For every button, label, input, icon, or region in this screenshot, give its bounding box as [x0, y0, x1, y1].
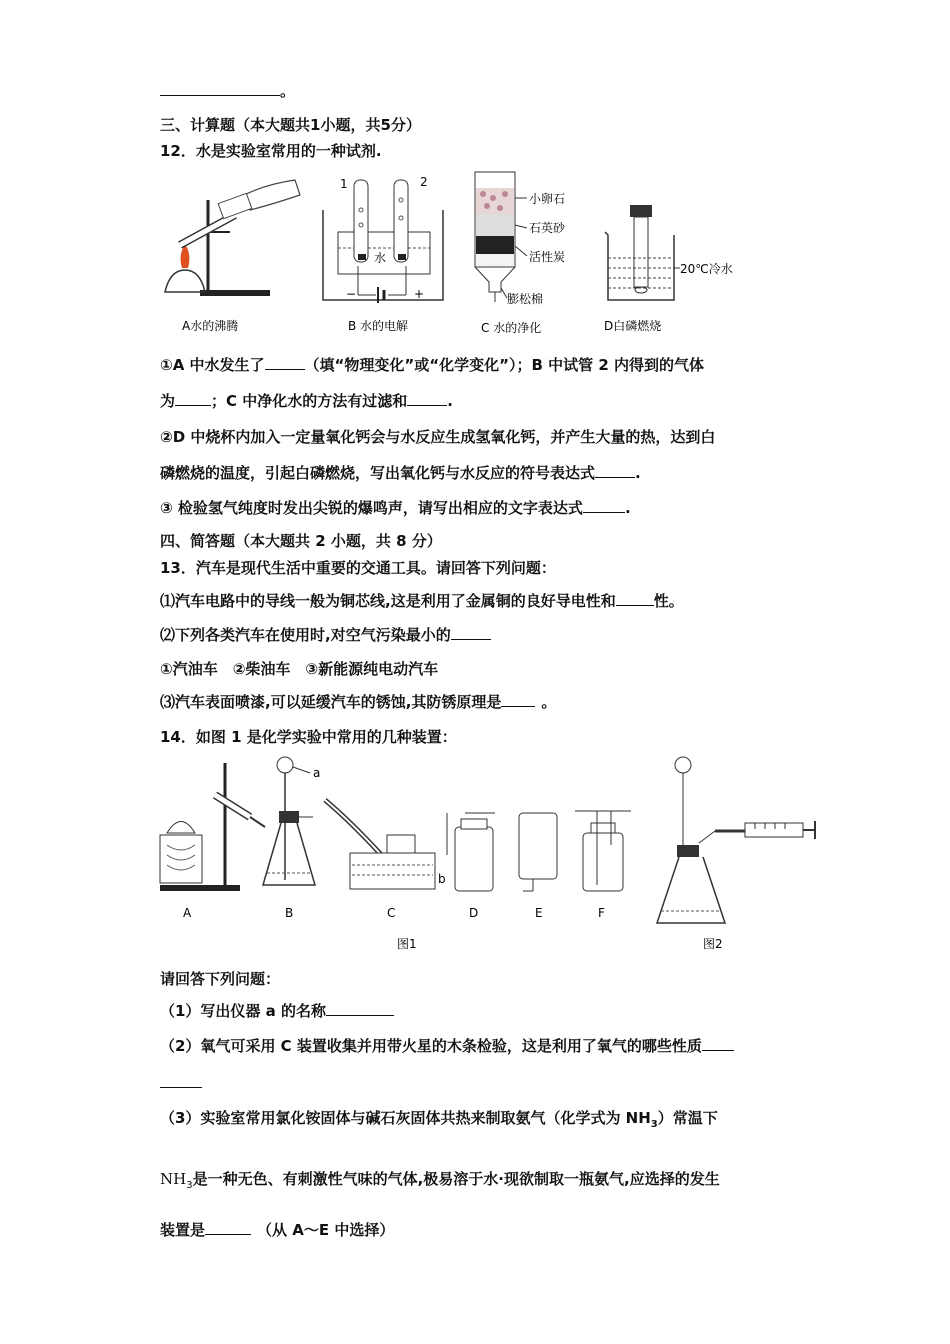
fig-c-caption: C 水的净化 [481, 321, 542, 335]
apparatus-c [325, 800, 435, 920]
apparatus-e [519, 813, 557, 920]
q12-figure-c-purification [465, 170, 600, 345]
q13-sub-3: ⑶汽车表面喷漆,可以延缓汽车的锈蚀,其防锈原理是 。 [160, 693, 557, 711]
answer-blank [501, 692, 535, 707]
label-B: B [285, 906, 294, 920]
fig-b-caption: B 水的电解 [348, 319, 409, 333]
label-D: D [469, 906, 479, 920]
section-3-heading: 三、计算题（本大题共1小题，共5分） [160, 116, 421, 134]
c-label-carbon: 活性炭 [529, 250, 566, 264]
answer-blank [595, 463, 635, 478]
q12-part-2-line-1: ②D 中烧杯内加入一定量氧化钙会与水反应生成氢氧化钙，并产生大量的热，达到白 [160, 428, 716, 446]
answer-blank [702, 1036, 734, 1051]
fig-a-caption: A水的沸腾 [182, 319, 239, 333]
question-14-stem: 14．如图 1 是化学实验中常用的几种装置： [160, 728, 457, 746]
q12-figure-d-phosphorus [600, 170, 740, 345]
q14-prompt: 请回答下列问题： [160, 970, 281, 988]
c-label-sand: 石英砂 [529, 221, 566, 235]
d-label-cold-water: 20℃冷水 [680, 262, 733, 276]
answer-blank [160, 1073, 202, 1088]
answer-blank [616, 591, 654, 606]
apparatus-b [263, 757, 320, 920]
q13-options: ①汽油车 ②柴油车 ③新能源纯电动汽车 [160, 660, 439, 678]
battery-plus-label: + [414, 287, 425, 301]
figure-1-caption: 图1 [397, 937, 417, 951]
answer-blank [583, 498, 625, 513]
label-A: A [183, 906, 192, 920]
answer-blank [175, 391, 211, 406]
apparatus-d [438, 813, 495, 920]
apparatus-a [160, 763, 265, 920]
c-label-pebble: 小卵石 [529, 192, 566, 206]
label-E: E [535, 906, 543, 920]
q14-sub-3-line-1: （3）实验室常用氯化铵固体与碱石灰固体共热来制取氨气（化学式为 $NH_3$）常温下 [160, 1109, 718, 1130]
apparatus-f [575, 811, 631, 920]
q12-part-1-line-2: 为 ；C 中净化水的方法有过滤和 . [160, 392, 453, 410]
q12-part-1-line-1: ①A 中水发生了 （填“物理变化”或“化学变化”）；B 中试管 2 内得到的气体 [160, 356, 705, 374]
top-answer-line: 。 [160, 80, 295, 101]
label-F: F [598, 906, 605, 920]
label-b: b [438, 872, 446, 886]
water-label: 水 [374, 251, 387, 265]
fig-d-caption: D白磷燃烧 [604, 319, 662, 333]
answer-blank [160, 81, 280, 96]
q12-figure-a-boiling [160, 170, 310, 345]
answer-blank [326, 1001, 394, 1016]
answer-blank [451, 625, 491, 640]
tube-2-label: 2 [420, 175, 428, 189]
tube-1-label: 1 [340, 177, 348, 191]
q13-sub-2: ⑵下列各类汽车在使用时,对空气污染最小的 [160, 624, 491, 645]
c-label-cotton: 膨松棉 [507, 292, 544, 306]
q12-figure-b-electrolysis [318, 170, 448, 345]
q14-sub-3-line-2: $NH_3$是一种无色、有刺激性气味的气体,极易溶于水·现欲制取一瓶氨气,应选择的发生 [160, 1170, 720, 1191]
q12-part-3: ③ 检验氢气纯度时发出尖锐的爆鸣声，请写出相应的文字表达式 . [160, 499, 631, 517]
label-C: C [387, 906, 396, 920]
q14-figure-1-apparatus [155, 755, 835, 955]
answer-blank [265, 355, 305, 370]
question-13-stem: 13．汽车是现代生活中重要的交通工具。请回答下列问题： [160, 559, 556, 577]
q14-sub-2-continued [160, 1073, 202, 1092]
q14-sub-2: （2）氧气可采用 C 装置收集并用带火星的木条检验，这是利用了氧气的哪些性质 [160, 1035, 734, 1056]
q14-sub-3-line-3: 装置是 （从 A～E 中选择） [160, 1221, 395, 1239]
q14-sub-1: （1）写出仪器 a 的名称 [160, 1000, 394, 1021]
section-4-heading: 四、简答题（本大题共 2 小题，共 8 分） [160, 532, 442, 550]
apparatus-figure-2 [657, 757, 815, 951]
q12-part-2-line-2: 磷燃烧的温度，引起白磷燃烧，写出氧化钙与水反应的符号表达式 . [160, 464, 641, 482]
label-a: a [313, 766, 321, 780]
figure-2-caption: 图2 [703, 937, 723, 951]
question-12-stem: 12．水是实验室常用的一种试剂. [160, 142, 382, 160]
battery-minus-label: − [346, 287, 357, 301]
answer-blank [205, 1220, 251, 1235]
answer-blank [407, 391, 447, 406]
q13-sub-1: ⑴汽车电路中的导线一般为铜芯线,这是利用了金属铜的良好导电性和 性。 [160, 592, 684, 610]
